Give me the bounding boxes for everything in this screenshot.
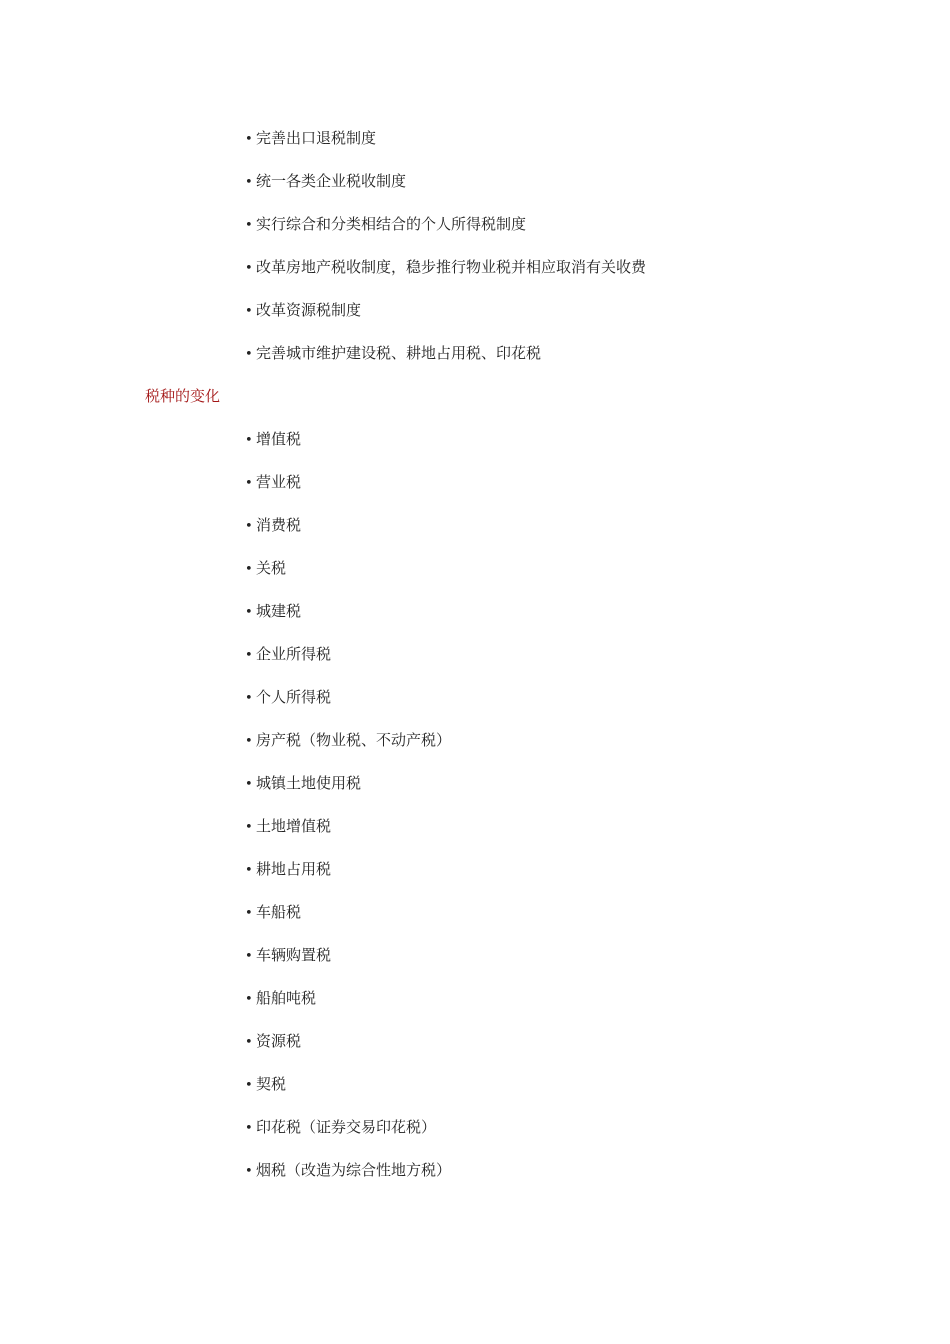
- list-item: [0, 815, 950, 858]
- list-item: [0, 772, 950, 815]
- list-item: [0, 299, 950, 342]
- bullet-icon: •: [245, 1078, 253, 1093]
- list-item-text: 车船税: [256, 903, 302, 921]
- bullet-icon: •: [245, 605, 253, 620]
- list-item-text: 城镇土地使用税: [256, 774, 362, 792]
- section-heading: 税种的变化: [145, 387, 221, 405]
- bullet-icon: •: [245, 691, 253, 706]
- bullet-icon: •: [245, 519, 253, 534]
- list-item: [0, 901, 950, 944]
- list-item: [0, 858, 950, 901]
- list-item: [0, 1159, 950, 1202]
- list-item-text: 消费税: [256, 516, 302, 534]
- bullet-icon: •: [245, 1121, 253, 1136]
- list-item: [0, 342, 950, 385]
- list-item-text: 营业税: [256, 473, 302, 491]
- bullet-icon: •: [245, 863, 253, 878]
- list-item: [0, 514, 950, 557]
- list-item-text: 改革房地产税收制度，稳步推行物业税并相应取消有关收费: [256, 258, 647, 276]
- list-item: [0, 1030, 950, 1073]
- list-item: [0, 256, 950, 299]
- list-item-text: 实行综合和分类相结合的个人所得税制度: [256, 215, 527, 233]
- list-item-text: 关税: [256, 559, 287, 577]
- bullet-icon: •: [245, 433, 253, 448]
- list-item: [0, 600, 950, 643]
- bullet-icon: •: [245, 949, 253, 964]
- bullet-icon: •: [245, 820, 253, 835]
- bullet-icon: •: [245, 648, 253, 663]
- list-item: [0, 729, 950, 772]
- list-item: [0, 1073, 950, 1116]
- list-item: [0, 557, 950, 600]
- list-item: [0, 127, 950, 170]
- list-item-text: 增值税: [256, 430, 302, 448]
- bullet-icon: •: [245, 906, 253, 921]
- list-item-text: 个人所得税: [256, 688, 332, 706]
- bullet-icon: •: [245, 304, 253, 319]
- tax-type-list: [0, 428, 950, 1202]
- list-item-text: 船舶吨税: [256, 989, 317, 1007]
- list-item: [0, 213, 950, 256]
- bullet-icon: •: [245, 347, 253, 362]
- list-item-text: 车辆购置税: [256, 946, 332, 964]
- bullet-icon: •: [245, 175, 253, 190]
- list-item-text: 烟税（改造为综合性地方税）: [256, 1161, 452, 1179]
- bullet-icon: •: [245, 992, 253, 1007]
- list-item: [0, 987, 950, 1030]
- list-item: [0, 1116, 950, 1159]
- bullet-icon: •: [245, 1035, 253, 1050]
- list-item-text: 完善城市维护建设税、耕地占用税、印花税: [256, 344, 542, 362]
- bullet-icon: •: [245, 132, 253, 147]
- list-item-text: 统一各类企业税收制度: [256, 172, 407, 190]
- list-item-text: 资源税: [256, 1032, 302, 1050]
- list-item-text: 印花税（证券交易印花税）: [256, 1118, 437, 1136]
- list-item-text: 企业所得税: [256, 645, 332, 663]
- list-item-text: 房产税（物业税、不动产税）: [256, 731, 452, 749]
- list-item: [0, 170, 950, 213]
- bullet-icon: •: [245, 734, 253, 749]
- bullet-icon: •: [245, 218, 253, 233]
- bullet-icon: •: [245, 476, 253, 491]
- reform-list: [0, 127, 950, 385]
- list-item-text: 契税: [256, 1075, 287, 1093]
- bullet-icon: •: [245, 562, 253, 577]
- list-item: [0, 428, 950, 471]
- list-item-text: 改革资源税制度: [256, 301, 362, 319]
- list-item: [0, 944, 950, 987]
- list-item: [0, 643, 950, 686]
- bullet-icon: •: [245, 261, 253, 276]
- list-item: [0, 471, 950, 514]
- list-item: [0, 686, 950, 729]
- list-item-text: 耕地占用税: [256, 860, 332, 878]
- list-item-text: 城建税: [256, 602, 302, 620]
- list-item-text: 土地增值税: [256, 817, 332, 835]
- list-item-text: 完善出口退税制度: [256, 129, 377, 147]
- bullet-icon: •: [245, 777, 253, 792]
- bullet-icon: •: [245, 1164, 253, 1179]
